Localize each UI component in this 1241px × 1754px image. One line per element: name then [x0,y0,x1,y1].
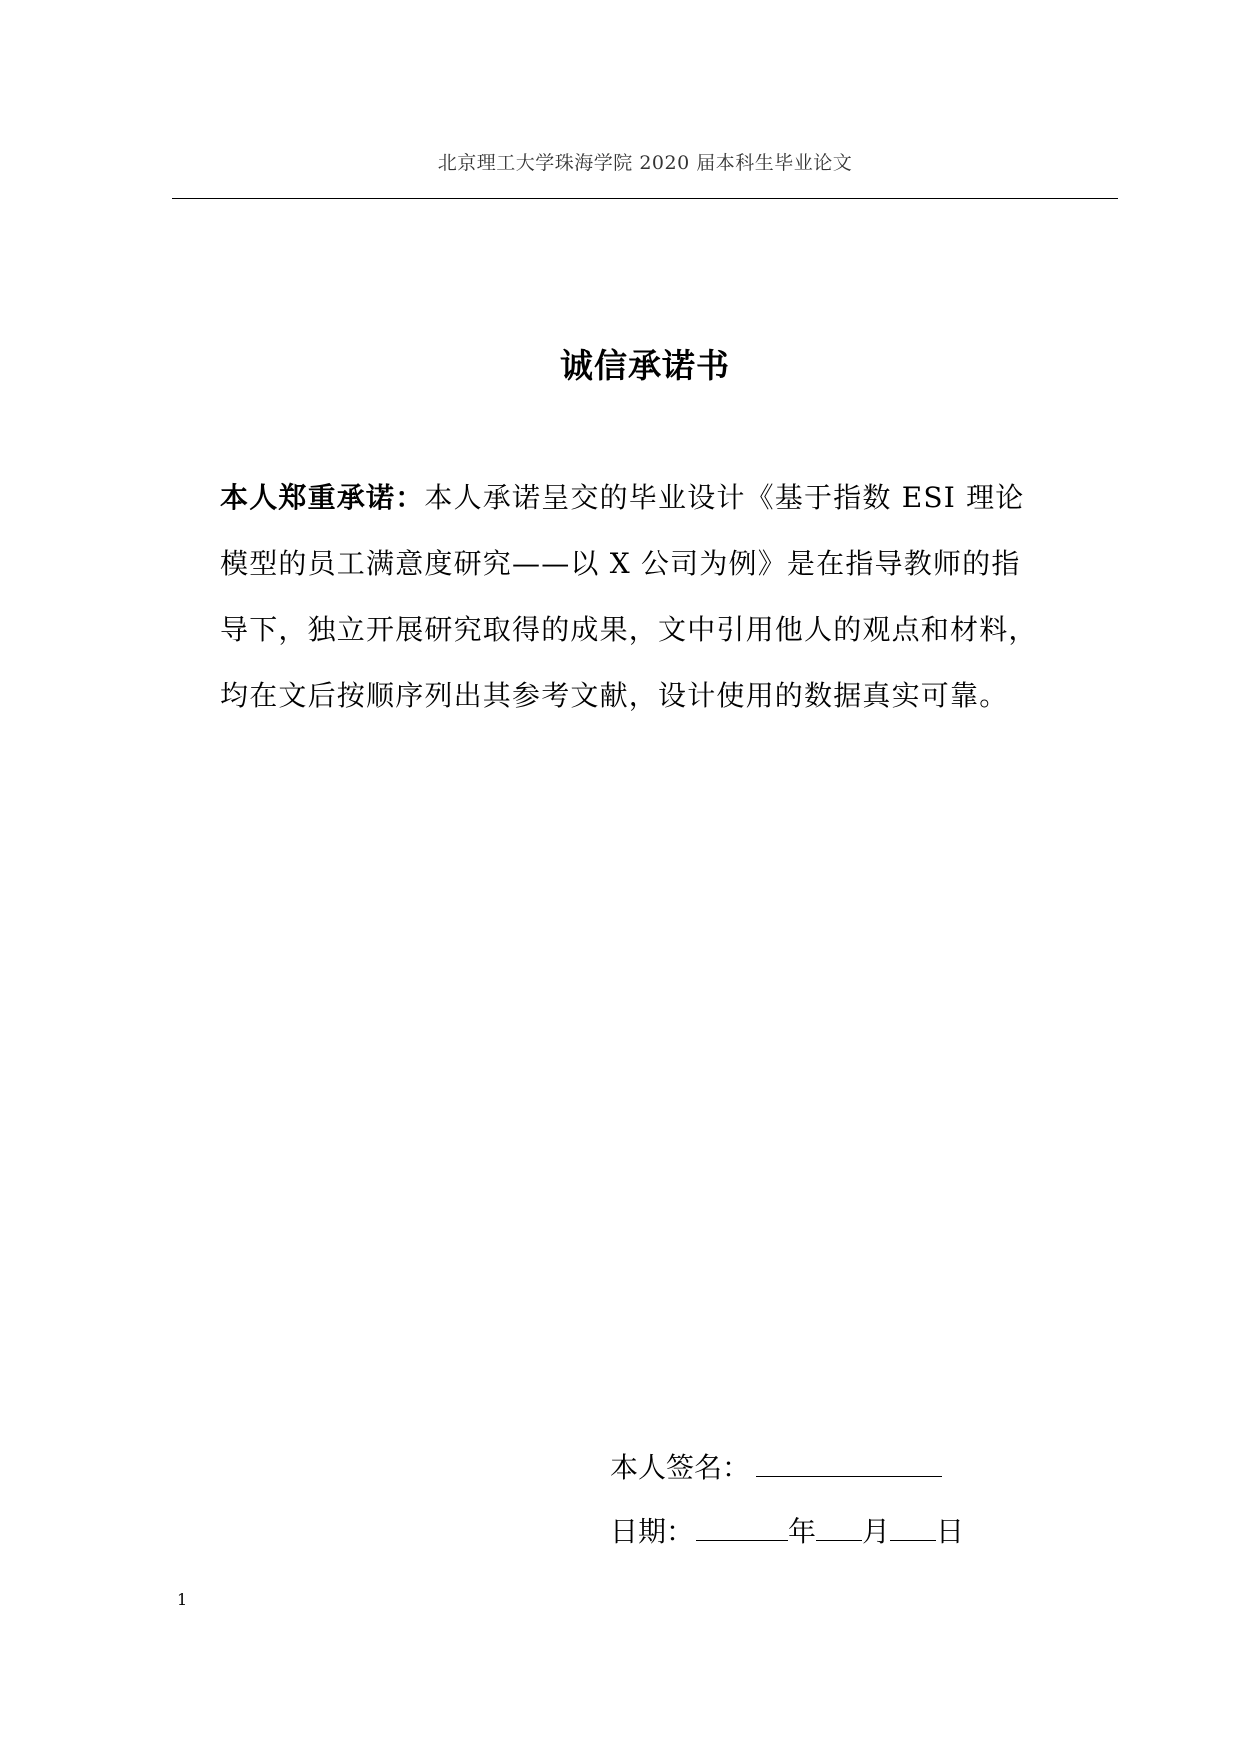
date-label: 日期： [610,1515,695,1548]
day-blank [890,1512,936,1541]
date-row [610,1500,964,1564]
commitment-paragraph [220,465,1080,729]
paragraph-line-1-text: 本人承诺呈交的毕业设计《基于指数 ESI 理论 [424,481,1025,514]
paragraph-line-1 [220,465,1080,531]
month-blank [816,1512,862,1541]
signature-row [610,1436,964,1500]
month-label: 月 [862,1515,891,1548]
paragraph-line-4: 均在文后按顺序列出其参考文献，设计使用的数据真实可靠。 [220,679,1009,712]
paragraph-line-2: 模型的员工满意度研究——以 X 公司为例》是在指导教师的指 [220,547,1021,580]
commitment-lead: 本人郑重承诺： [220,481,425,514]
signature-blank [756,1448,942,1477]
header-divider [172,198,1118,199]
page-number: 1 [177,1590,188,1609]
paragraph-line-3: 导下，独立开展研究取得的成果，文中引用他人的观点和材料， [220,613,1038,646]
day-label: 日 [936,1515,965,1548]
page-header: 北京理工大学珠海学院 2020 届本科生毕业论文 [437,152,853,174]
year-label: 年 [788,1515,817,1548]
year-blank [696,1512,788,1541]
signature-label: 本人签名： [610,1451,751,1484]
signature-block [610,1436,964,1564]
document-title: 诚信承诺书 [560,346,730,385]
